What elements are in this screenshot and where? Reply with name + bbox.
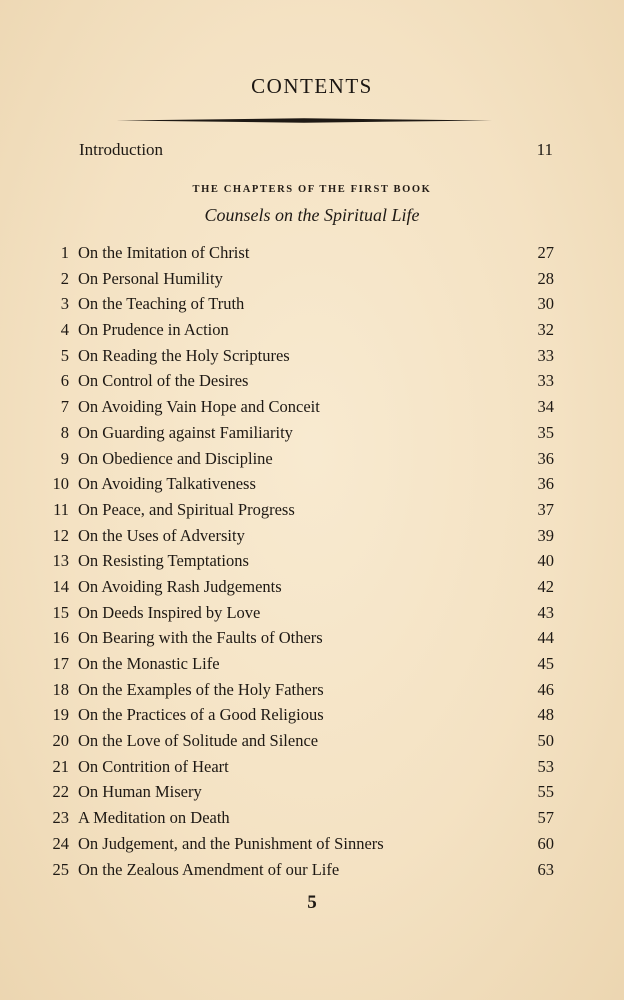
chapter-page: 46 bbox=[537, 679, 554, 699]
chapter-page: 44 bbox=[537, 628, 554, 648]
chapter-title: On Control of the Desires bbox=[78, 371, 249, 391]
chapter-title: On Judgement, and the Punishment of Sinners bbox=[78, 833, 384, 853]
chapter-number: 19 bbox=[52, 705, 69, 725]
toc-entry[interactable] bbox=[46, 291, 554, 317]
chapter-title: On the Uses of Adversity bbox=[78, 525, 245, 545]
chapter-number: 5 bbox=[60, 345, 69, 365]
chapter-page: 39 bbox=[537, 525, 554, 545]
toc-entry[interactable] bbox=[46, 394, 554, 420]
chapter-page: 42 bbox=[537, 576, 554, 596]
chapter-number: 9 bbox=[60, 448, 69, 468]
chapter-number: 17 bbox=[52, 654, 69, 673]
chapter-number: 15 bbox=[52, 602, 69, 622]
toc-entry[interactable] bbox=[46, 625, 554, 651]
toc-entry[interactable] bbox=[46, 240, 554, 266]
chapter-page: 60 bbox=[537, 833, 554, 853]
chapter-page: 33 bbox=[537, 345, 554, 365]
chapter-title: On Obedience and Discipline bbox=[78, 448, 273, 468]
chapter-number: 3 bbox=[60, 294, 69, 314]
toc-entry[interactable] bbox=[46, 343, 554, 369]
chapter-number: 12 bbox=[52, 525, 69, 545]
chapter-number: 14 bbox=[52, 576, 69, 596]
chapter-number: 22 bbox=[52, 782, 69, 802]
chapter-title: On Avoiding Rash Judgements bbox=[78, 576, 282, 596]
page-title: CONTENTS bbox=[251, 74, 373, 98]
chapter-number: 1 bbox=[60, 243, 69, 262]
chapter-list bbox=[46, 240, 554, 882]
chapter-title: On Human Misery bbox=[78, 782, 202, 802]
chapter-page: 27 bbox=[537, 243, 554, 262]
chapter-number: 11 bbox=[53, 499, 69, 519]
chapter-page: 43 bbox=[537, 602, 554, 622]
chapter-number: 25 bbox=[52, 859, 69, 879]
chapter-number: 7 bbox=[60, 397, 69, 417]
toc-entry[interactable] bbox=[46, 523, 554, 549]
toc-entry[interactable] bbox=[46, 677, 554, 703]
toc-entry[interactable] bbox=[46, 317, 554, 343]
chapter-page: 45 bbox=[537, 654, 554, 673]
chapter-title: On Personal Humility bbox=[78, 268, 223, 288]
ornamental-rule bbox=[116, 118, 492, 123]
chapter-title: On Deeds Inspired by Love bbox=[78, 602, 261, 622]
chapter-page: 63 bbox=[537, 859, 554, 879]
chapter-page: 53 bbox=[537, 756, 554, 776]
toc-entry[interactable] bbox=[46, 548, 554, 574]
chapter-title: On Avoiding Talkativeness bbox=[78, 474, 256, 494]
chapter-number: 20 bbox=[52, 731, 69, 751]
toc-entry[interactable] bbox=[46, 446, 554, 472]
page-number: 5 bbox=[307, 892, 317, 913]
chapter-title: On the Imitation of Christ bbox=[78, 243, 250, 262]
toc-entry[interactable] bbox=[46, 831, 554, 857]
chapter-title: On Avoiding Vain Hope and Conceit bbox=[78, 397, 320, 417]
chapter-number: 6 bbox=[60, 371, 69, 391]
section-subtitle: Counsels on the Spiritual Life bbox=[204, 205, 420, 225]
chapter-number: 13 bbox=[52, 551, 69, 571]
chapter-title: On the Monastic Life bbox=[78, 654, 220, 673]
chapter-number: 8 bbox=[60, 422, 69, 442]
toc-entry[interactable] bbox=[46, 574, 554, 600]
toc-entry[interactable] bbox=[46, 497, 554, 523]
section-heading: THE CHAPTERS OF THE FIRST BOOK bbox=[192, 184, 432, 195]
chapter-number: 24 bbox=[52, 833, 69, 853]
chapter-title: On the Practices of a Good Religious bbox=[78, 705, 324, 725]
toc-entry[interactable] bbox=[46, 728, 554, 754]
chapter-page: 40 bbox=[537, 551, 554, 571]
chapter-title: On the Teaching of Truth bbox=[78, 294, 245, 314]
toc-entry[interactable] bbox=[46, 702, 554, 728]
chapter-title: On Resisting Temptations bbox=[78, 551, 249, 571]
chapter-number: 4 bbox=[60, 320, 69, 340]
toc-entry[interactable] bbox=[46, 857, 554, 883]
chapter-number: 21 bbox=[52, 756, 69, 776]
chapter-page: 34 bbox=[537, 397, 554, 417]
toc-entry[interactable] bbox=[46, 420, 554, 446]
toc-entry[interactable] bbox=[46, 779, 554, 805]
chapter-title: A Meditation on Death bbox=[78, 808, 230, 828]
toc-entry-label: Introduction bbox=[79, 140, 164, 159]
chapter-title: On Reading the Holy Scriptures bbox=[78, 345, 290, 365]
toc-entry[interactable] bbox=[46, 651, 554, 677]
toc-entry[interactable] bbox=[46, 368, 554, 394]
chapter-page: 33 bbox=[537, 371, 554, 391]
toc-entry[interactable] bbox=[46, 805, 554, 831]
chapter-title: On Prudence in Action bbox=[78, 320, 229, 340]
chapter-number: 23 bbox=[52, 808, 69, 828]
toc-entry[interactable] bbox=[46, 600, 554, 626]
chapter-title: On the Love of Solitude and Silence bbox=[78, 731, 319, 751]
chapter-title: On the Examples of the Holy Fathers bbox=[78, 679, 324, 699]
toc-entry[interactable] bbox=[46, 471, 554, 497]
chapter-page: 36 bbox=[537, 448, 554, 468]
chapter-title: On Bearing with the Faults of Others bbox=[78, 628, 323, 648]
toc-entry-page: 11 bbox=[536, 140, 553, 159]
chapter-page: 30 bbox=[537, 294, 554, 314]
chapter-number: 16 bbox=[52, 628, 69, 648]
chapter-number: 10 bbox=[52, 474, 69, 494]
chapter-page: 37 bbox=[537, 499, 554, 519]
chapter-page: 48 bbox=[537, 705, 554, 725]
chapter-page: 50 bbox=[537, 731, 554, 751]
chapter-page: 28 bbox=[537, 268, 554, 288]
chapter-title: On Guarding against Familiarity bbox=[78, 422, 293, 442]
chapter-title: On the Zealous Amendment of our Life bbox=[78, 859, 340, 879]
chapter-page: 32 bbox=[537, 320, 554, 340]
chapter-number: 2 bbox=[60, 268, 69, 288]
toc-entry[interactable] bbox=[46, 266, 554, 292]
chapter-page: 36 bbox=[537, 474, 554, 494]
chapter-page: 55 bbox=[537, 782, 554, 802]
chapter-title: On Peace, and Spiritual Progress bbox=[78, 499, 295, 519]
toc-entry-introduction[interactable] bbox=[79, 140, 553, 164]
chapter-title: On Contrition of Heart bbox=[78, 756, 229, 776]
chapter-page: 57 bbox=[537, 808, 554, 828]
chapter-page: 35 bbox=[537, 422, 554, 442]
toc-entry[interactable] bbox=[46, 754, 554, 780]
chapter-number: 18 bbox=[52, 679, 69, 699]
